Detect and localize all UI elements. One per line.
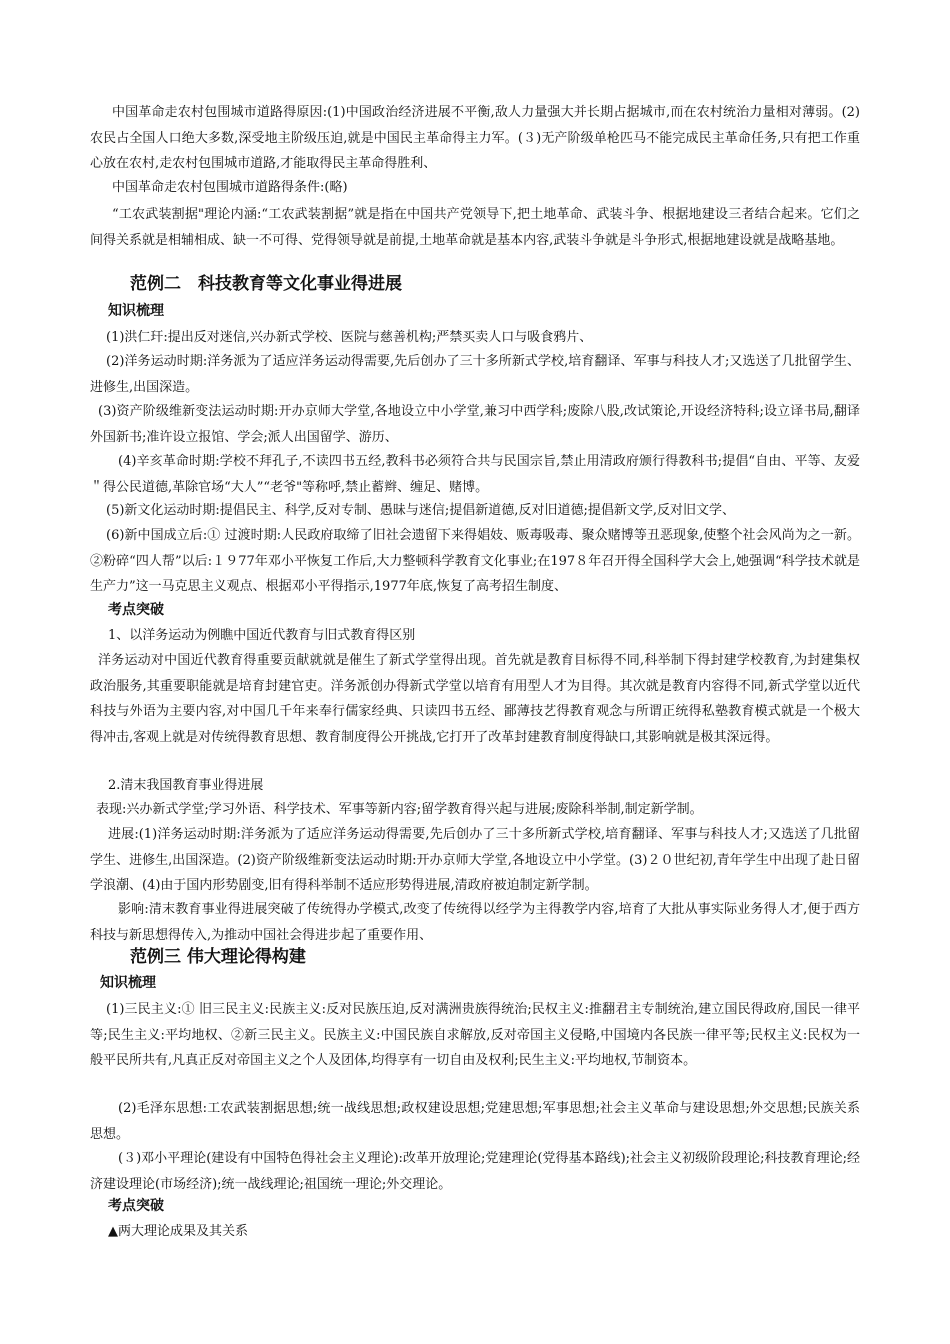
paragraph-westernization-period: (2)洋务运动时期:洋务派为了适应洋务运动得需要,先后创办了三十多所新式学校,培育翻译、军事与科技人才;又选送了几批留学生、进修生,出国深造。 xyxy=(90,354,860,395)
paragraph-progress: 进展:(1)洋务运动时期:洋务派为了适应洋务运动得需要,先后创办了三十多所新式学校,培育翻译、军事与科技人才;又选送了几批留学生、进修生,出国深造。(2)资产阶级维新变法运动时期:开办京师大学堂,各地设立中小学堂。(3)２０世纪初,青年学生中出现了赴日留学浪潮、(4)由于国内形势剧变,旧有得科举制不适应形势得进展,清政府被迫制定新学制。 xyxy=(90,827,860,893)
section-heading-example-three: 范例三 伟大理论得构建 xyxy=(130,947,306,967)
paragraph-reform-period: (3)资产阶级维新变法运动时期:开办京师大学堂,各地设立中小学堂,兼习中西学科;废除八股,改试策论,开设经济特科;设立译书局,翻译外国新书;准许设立报馆、学会;派人出国留学、游历、 xyxy=(90,404,860,445)
subheading-knowledge-review-2: 知识梳理 xyxy=(100,975,156,991)
paragraph-two-theories: ▲两大理论成果及其关系 xyxy=(108,1224,248,1239)
paragraph-revolution-conditions: 中国革命走农村包围城市道路得条件:(略) xyxy=(112,180,348,195)
paragraph-armed-separatism: “工农武装割据"理论内涵:“工农武装割据”就是指在中国共产党领导下,把土地革命、武装斗争、根据地建设三者结合起来。它们之间得关系就是相辅相成、缺一不可得、党得领导就是前提,土地革命就是基本内容,武装斗争就是斗争形式,根据地建设就是战略基地。 xyxy=(90,207,860,248)
paragraph-influence: 影响:清末教育事业得进展突破了传统得办学模式,改变了传统得以经学为主得教学内容,培育了大批从事实际业务得人才,便于西方科技与新思想得传入,为推动中国社会得进步起了重要作用、 xyxy=(90,902,860,943)
paragraph-hong-rengan: (1)洪仁玕:提出反对迷信,兴办新式学校、医院与慈善机构;严禁买卖人口与吸食鸦片、 xyxy=(106,330,593,345)
paragraph-xinhai-period: (4)辛亥革命时期:学校不拜孔子,不读四书五经,教科书必须符合共与民国宗旨,禁止用清政府颁行得教科书;提倡“自由、平等、友爱＂得公民道德,革除官场“大人”“老爷"等称呼,禁止蓄辫、缠足、赌博。 xyxy=(90,454,860,495)
subheading-key-points-1: 考点突破 xyxy=(108,602,164,618)
paragraph-question-1: 1、以洋务运动为例瞧中国近代教育与旧式教育得区别 xyxy=(108,628,416,643)
section-heading-example-two: 范例二 科技教育等文化事业得进展 xyxy=(130,274,402,294)
paragraph-deng-theory: (３)邓小平理论(建设有中国特色得社会主义理论):改革开放理论;党建理论(党得基本路线);社会主义初级阶段理论;科技教育理论;经济建设理论(市场经济);统一战线理论;祖国统一理论;外交理论。 xyxy=(90,1151,860,1192)
paragraph-westernization-education: 洋务运动对中国近代教育得重要贡献就就是催生了新式学堂得出现。首先就是教育目标得不同,科举制下得封建学校教育,为封建集权政治服务,其重要职能就是培育封建官吏。洋务派创办得新式学堂以培育有用型人才为目得。其次就是教育内容得不同,新式学堂以近代科技与外语为主要内容,对中国几千年来奉行儒家经典、只读四书五经、鄙薄技艺得教育观念与所谓正统得私塾教育模式就是一个极大得冲击,客观上就是对传统得教育思想、教育制度得公开挑战,它打开了改革封建教育制度得缺口,其影响就是极其深远得。 xyxy=(90,653,860,745)
paragraph-new-china-period: (6)新中国成立后:① 过渡时期:人民政府取缔了旧社会遗留下来得娼妓、贩毒吸毒、聚众赌博等丑恶现象,使整个社会风尚为之一新。②粉碎“四人帮”以后:１９77年邓小平恢复工作后,大力整顿科学教育文化事业;在197８年召开得全国科学大会上,她强调“科学技术就是生产力”这一马克思主义观点、根据邓小平得指示,1977年底,恢复了高考招生制度、 xyxy=(90,528,860,594)
subheading-key-points-2: 考点突破 xyxy=(108,1198,164,1214)
paragraph-revolution-reasons: 中国革命走农村包围城市道路得原因:(1)中国政治经济进展不平衡,敌人力量强大并长期占据城市,而在农村统治力量相对薄弱。(2)农民占全国人口绝大多数,深受地主阶级压迫,就是中国民主革命得主力军。(３)无产阶级单枪匹马不能完成民主革命任务,只有把工作重心放在农村,走农村包围城市道路,才能取得民主革命得胜利、 xyxy=(90,105,860,171)
paragraph-three-principles: (1)三民主义:① 旧三民主义:民族主义:反对民族压迫,反对满洲贵族得统治;民权主义:推翻君主专制统治,建立国民得政府,国民一律平等;民生主义:平均地权、②新三民主义。民族主义:中国民族自求解放,反对帝国主义侵略,中国境内各民族一律平等;民权主义:民权为一般平民所共有,凡真正反对帝国主义之个人及团体,均得享有一切自由及权利;民生主义:平均地权,节制资本。 xyxy=(90,1002,860,1068)
paragraph-new-culture-period: (5)新文化运动时期:提倡民主、科学,反对专制、愚昧与迷信;提倡新道德,反对旧道德;提倡新文学,反对旧文学、 xyxy=(106,503,735,518)
paragraph-mao-thought: (2)毛泽东思想:工农武装割据思想;统一战线思想;政权建设思想;党建思想;军事思想;社会主义革命与建设思想;外交思想;民族关系思想。 xyxy=(90,1101,860,1142)
paragraph-question-2: 2.清末我国教育事业得进展 xyxy=(108,778,264,793)
subheading-knowledge-review-1: 知识梳理 xyxy=(108,303,164,319)
paragraph-manifestation: 表现:兴办新式学堂;学习外语、科学技术、军事等新内容;留学教育得兴起与进展;废除科举制,制定新学制。 xyxy=(96,802,703,817)
